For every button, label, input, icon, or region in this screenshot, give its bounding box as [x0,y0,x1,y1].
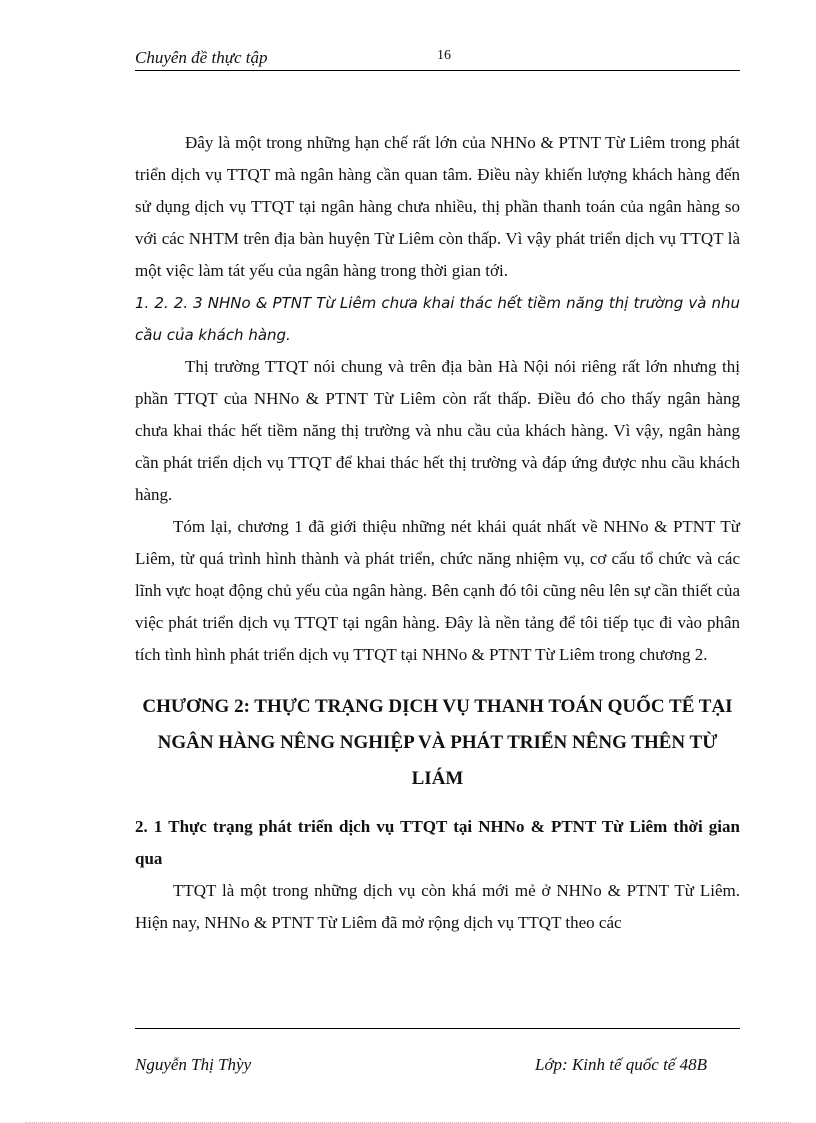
page-number: 16 [437,48,451,63]
page-header [135,48,740,71]
body-paragraph-4: TTQT là một trong những dịch vụ còn khá mới mẻ ở NHNo & PTNT Từ Liêm. Hiện nay, NHNo & PTNT Từ Liêm đã mở rộng dịch vụ TTQT theo các [135,881,740,932]
section-heading: 2. 1 Thực trạng phát triển dịch vụ TTQT tại NHNo & PTNT Từ Liêm thời gian qua [135,817,740,868]
subsection-heading: 1. 2. 2. 3 NHNo & PTNT Từ Liêm chưa khai thác hết tiềm năng thị trường và nhu cầu của khách hàng. [135,294,740,344]
body-paragraph-3: Tóm lại, chương 1 đã giới thiệu những nét khái quát nhất về NHNo & PTNT Từ Liêm, từ quá trình hình thành và phát triển, chức năng nhiệm vụ, cơ cấu tổ chức và các lĩnh vực hoạt động chủ yếu của ngân hàng. Bên cạnh đó tôi cũng nêu lên sự cần thiết của việc phát triển dịch vụ TTQT tại ngân hàng. Đây là nền tảng để tôi tiếp tục đi vào phân tích tình hình phát triển dịch vụ TTQT tại NHNo & PTNT Từ Liêm trong chương 2. [135,517,740,664]
chapter-heading: CHƯƠNG 2: THỰC TRẠNG DỊCH VỤ THANH TOÁN QUỐC TẾ TẠI NGÂN HÀNG NÊNG NGHIỆP VÀ PHÁT TRIỂN NÊNG THÊN TỪ LIÁM [142,696,733,789]
body-paragraph-2: Thị trường TTQT nói chung và trên địa bàn Hà Nội nói riêng rất lớn nhưng thị phần TTQT của NHNo & PTNT Từ Liêm còn rất thấp. Điều đó cho thấy ngân hàng chưa khai thác hết tiềm năng thị trường và nhu cầu của khách hàng. Vì vậy, ngân hàng cần phát triển dịch vụ TTQT để khai thác hết thị trường và đáp ứng được nhu cầu khách hàng. [135,357,740,504]
page-body [135,127,740,939]
document-title: Chuyên đề thực tập [135,48,268,67]
page-footer [135,1028,740,1079]
author-name: Nguyễn Thị Thỳy [135,1055,252,1074]
body-paragraph-1: Đây là một trong những hạn chế rất lớn của NHNo & PTNT Từ Liêm trong phát triển dịch vụ TTQT mà ngân hàng cần quan tâm. Điều này khiến lượng khách hàng đến sử dụng dịch vụ TTQT tại ngân hàng chưa nhiều, thị phần thanh toán của ngân hàng so với các NHTM trên địa bàn huyện Từ Liêm còn thấp. Vì vậy phát triển dịch vụ TTQT là một việc làm tát yếu của ngân hàng trong thời gian tới. [135,133,740,280]
class-name: Lớp: Kinh tế quốc tế 48B [535,1055,707,1074]
